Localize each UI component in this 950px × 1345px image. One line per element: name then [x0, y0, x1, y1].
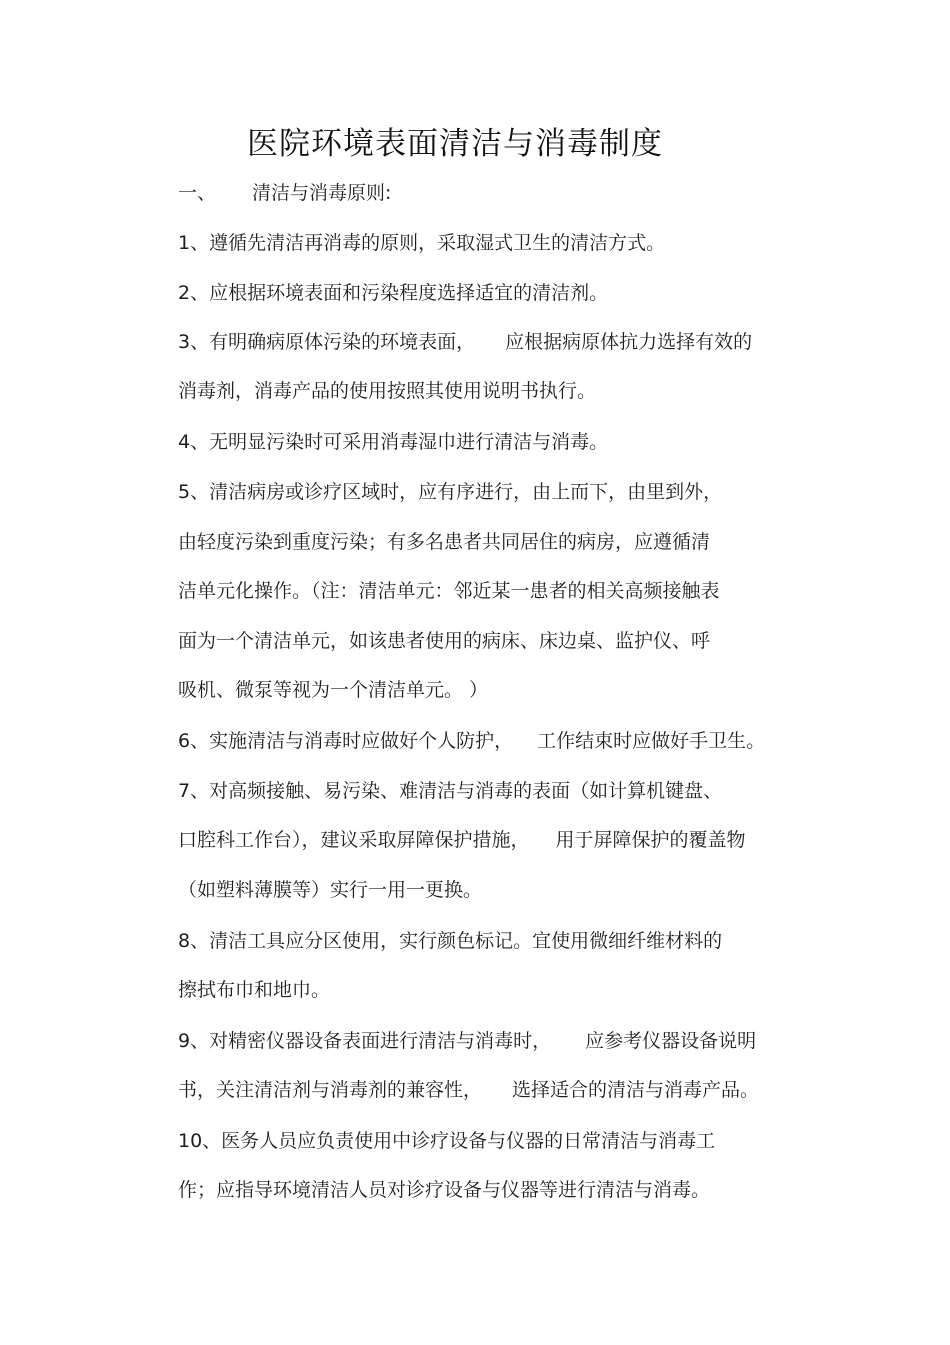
paragraph-line [178, 329, 752, 355]
paragraph-line: 面为一个清洁单元，如该患者使用的病床、床边桌、监护仪、呼 [178, 630, 711, 652]
line-segment: 应根据病原体抗力选择有效的 [505, 331, 753, 353]
paragraph-line: 洁单元化操作。（注：清洁单元：邻近某一患者的相关高频接触表 [178, 580, 720, 602]
paragraph-line: 1、遵循先清洁再消毒的原则，采取湿式卫生的清洁方式。 [178, 232, 666, 254]
line-segment: 9、对精密仪器设备表面进行清洁与消毒时， [178, 1030, 552, 1052]
section-marker: 一、 [178, 182, 217, 204]
line-segment: 工作结束时应做好手卫生。 [537, 730, 766, 752]
paragraph-line [178, 1077, 759, 1103]
line-segment: 用于屏障保护的覆盖物 [555, 829, 746, 851]
paragraph-line: 擦拭布巾和地巾。 [178, 979, 331, 1001]
paragraph-line: 8、清洁工具应分区使用，实行颜色标记。宜使用微细纤维材料的 [178, 930, 723, 952]
paragraph-line [178, 827, 746, 853]
paragraph-line: 作；应指导环境清洁人员对诊疗设备与仪器等进行清洁与消毒。 [178, 1179, 711, 1201]
paragraph-line: 吸机、微泵等视为一个清洁单元。 ） [178, 679, 489, 701]
paragraph-line: 4、无明显污染时可采用消毒湿巾进行清洁与消毒。 [178, 431, 609, 453]
line-segment: 书，关注清洁剂与消毒剂的兼容性， [178, 1079, 483, 1101]
section-heading: 清洁与消毒原则: [252, 182, 392, 204]
paragraph-line: 7、对高频接触、易污染、难清洁与消毒的表面（如计算机键盘、 [178, 780, 723, 802]
line-segment: 6、实施清洁与消毒时应做好个人防护， [178, 730, 514, 752]
line-segment: 应参考仪器设备说明 [585, 1030, 757, 1052]
line-segment: 3、有明确病原体污染的环境表面， [178, 331, 476, 353]
section-heading-line [178, 180, 391, 206]
line-segment: 口腔科工作台），建议采取屏障保护措施， [178, 829, 530, 851]
paragraph-line: 消毒剂，消毒产品的使用按照其使用说明书执行。 [178, 380, 597, 402]
paragraph-line: 5、清洁病房或诊疗区域时，应有序进行，由上而下，由里到外， [178, 481, 723, 503]
paragraph-line: 2、应根据环境表面和污染程度选择适宜的清洁剂。 [178, 282, 609, 304]
paragraph-line [178, 1028, 756, 1054]
paragraph-line: 由轻度污染到重度污染；有多名患者共同居住的病房，应遵循清 [178, 531, 711, 553]
paragraph-line: （如塑料薄膜等）实行一用一更换。 [178, 879, 483, 901]
paragraph-line: 10、医务人员应负责使用中诊疗设备与仪器的日常清洁与消毒工 [178, 1130, 716, 1152]
line-segment: 选择适合的清洁与消毒产品。 [512, 1079, 760, 1101]
document-title: 医院环境表面清洁与消毒制度 [247, 126, 663, 162]
paragraph-line [178, 728, 765, 754]
